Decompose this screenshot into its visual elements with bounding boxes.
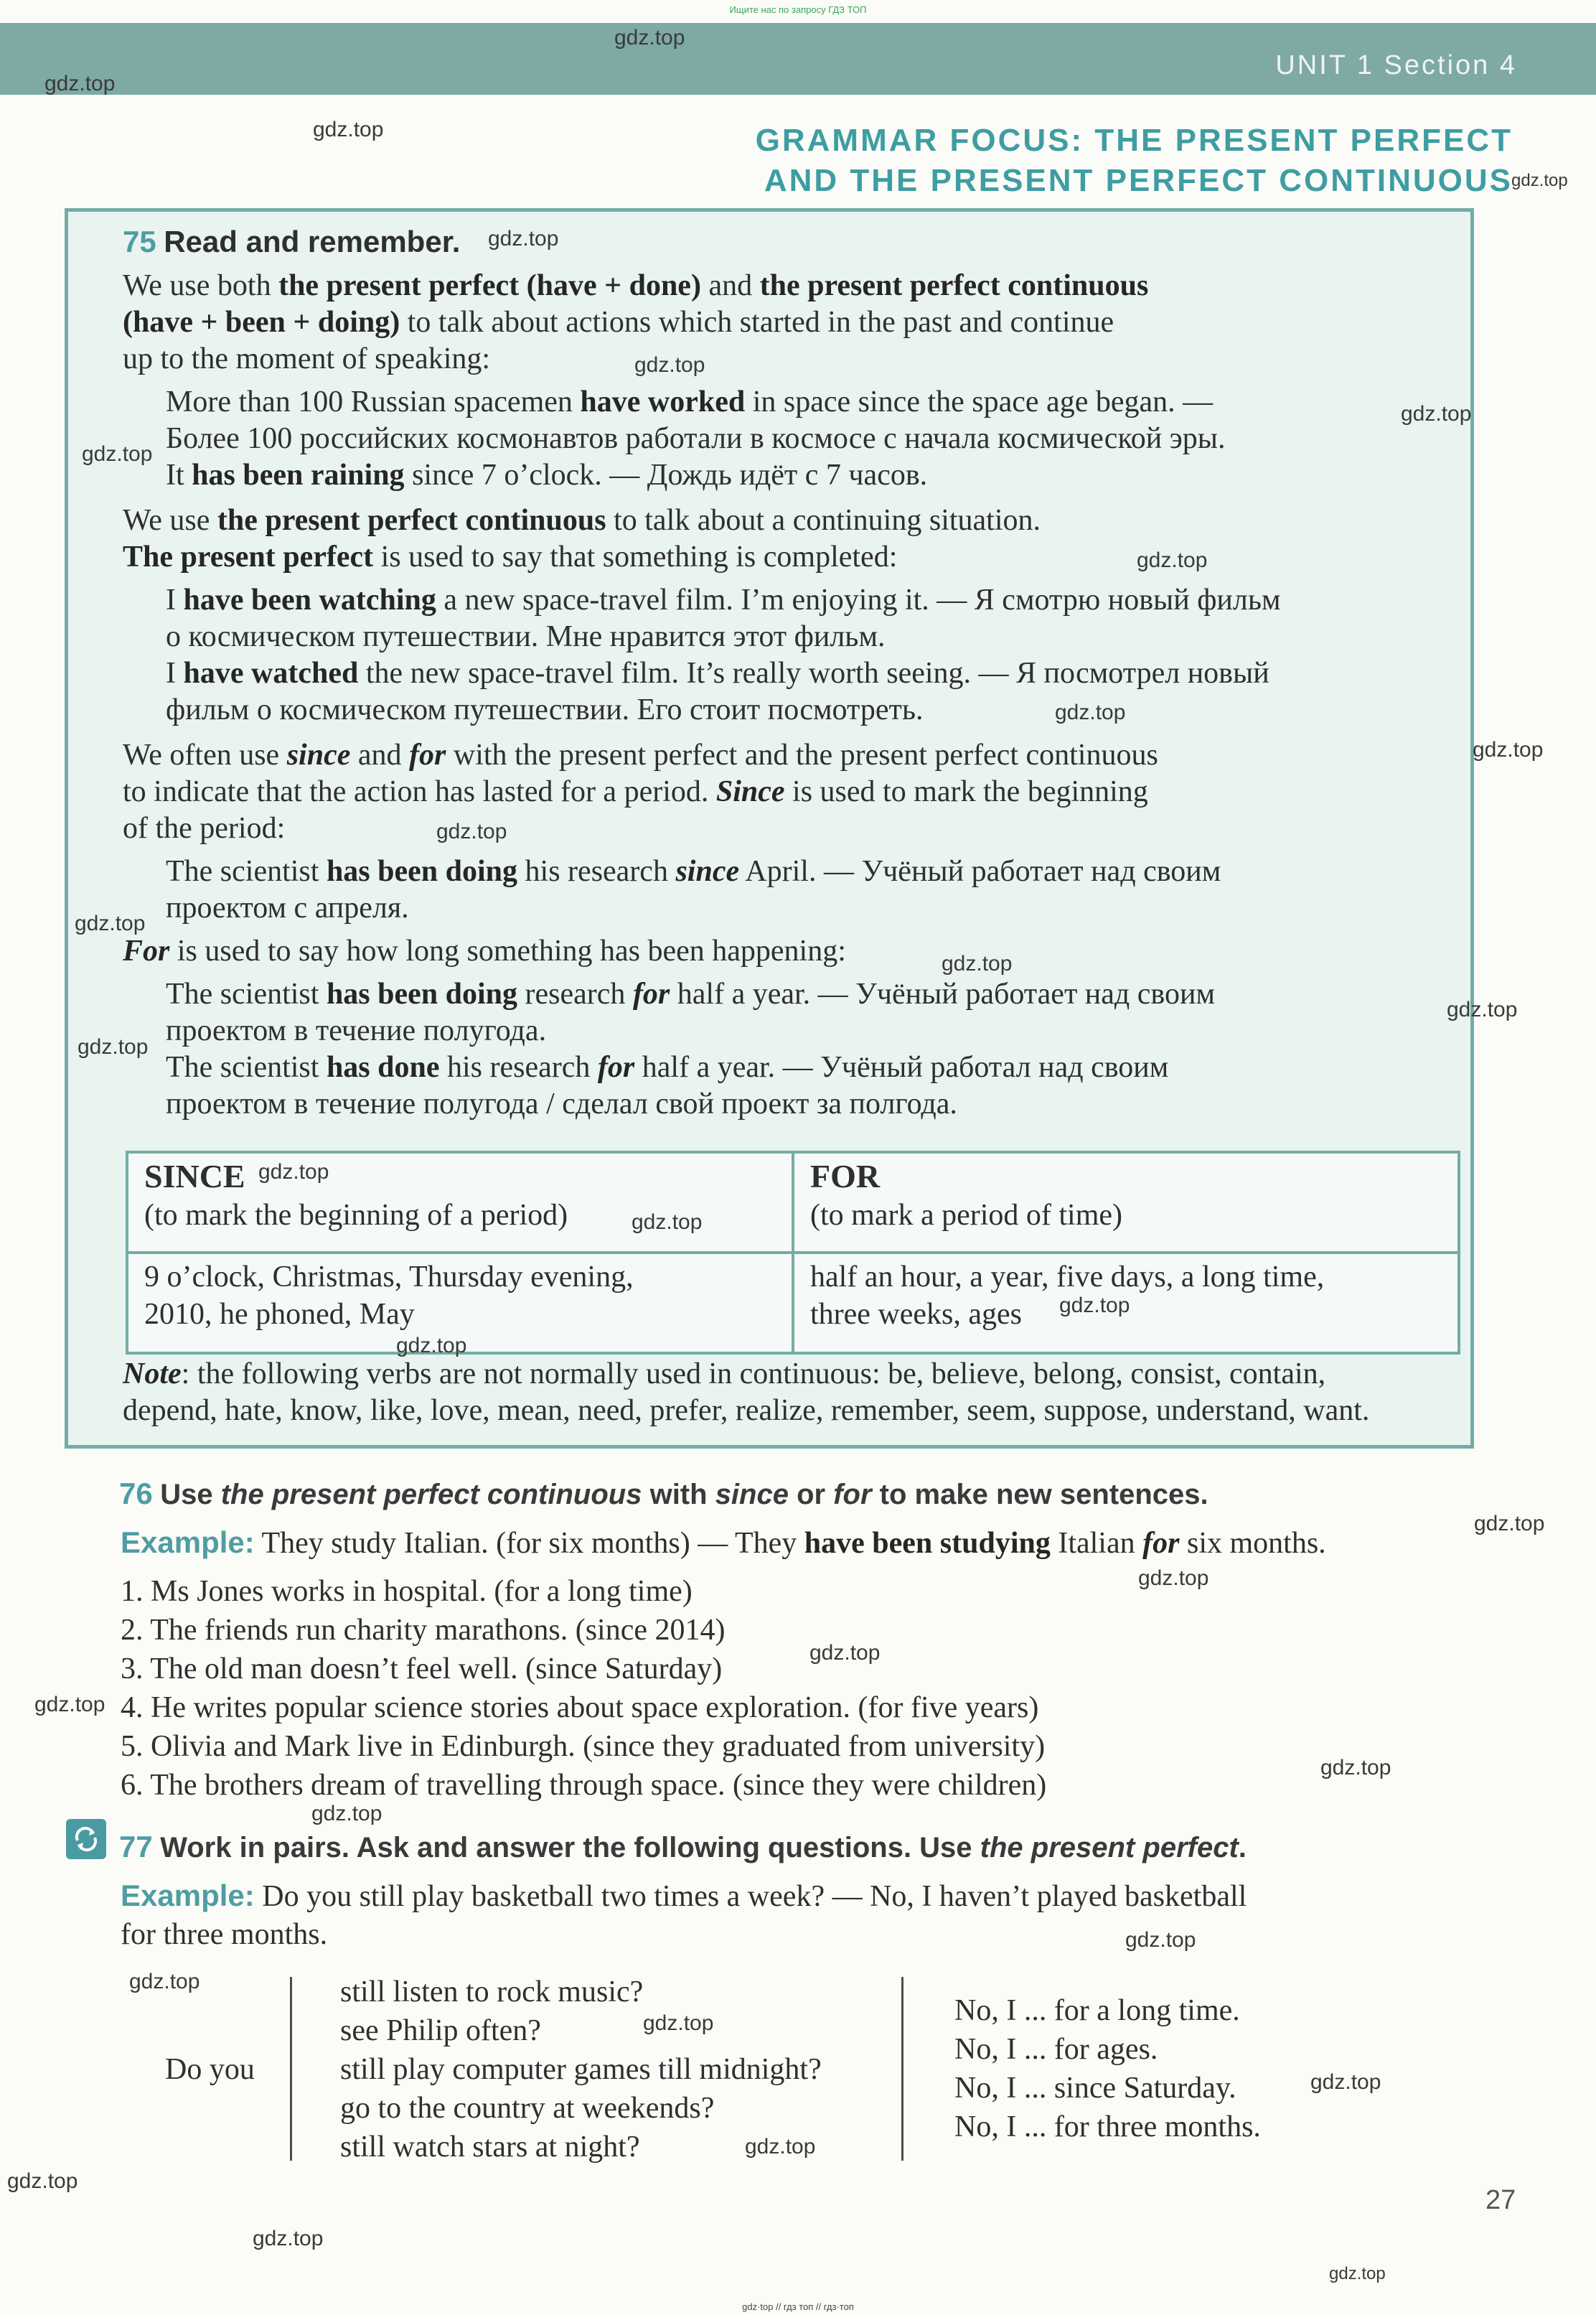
- watermark: gdz.top: [311, 1802, 382, 1825]
- ex75-note-line2: depend, hate, know, like, love, mean, need, prefer, realize, remember, seem, suppose, understand, want.: [123, 1394, 1370, 1427]
- ex76-item: 3. The old man doesn’t feel well. (since Saturday): [121, 1652, 723, 1685]
- since-subheading: (to mark the beginning of a period): [144, 1199, 568, 1232]
- ex75-p2: We use the present perfect continuous to talk about a continuing situation.: [123, 504, 1041, 537]
- ex76-item: 2. The friends run charity marathons. (since 2014): [121, 1614, 726, 1647]
- watermark: gdz.top: [396, 1334, 467, 1357]
- watermark: gdz.top: [313, 118, 384, 141]
- watermark: gdz.top: [75, 912, 146, 935]
- answer-item: No, I ... for three months.: [954, 2110, 1261, 2143]
- ex76-number: 76: [119, 1477, 153, 1510]
- ex75-example4: I have watched the new space-travel film. It’s really worth seeing. — Я посмотрел новый: [166, 657, 1269, 690]
- ex75-p4-line3: of the period:: [123, 812, 286, 845]
- ex76-example: Example: They study Italian. (for six months) — They have been studying Italian for six months.: [121, 1525, 1326, 1560]
- for-subheading: (to mark a period of time): [810, 1199, 1123, 1232]
- ex75-example2: It has been raining since 7 o’clock. — Дождь идёт с 7 часов.: [166, 459, 928, 492]
- ex75-example7-ru: проектом в течение полугода / сделал свой проект за полгода.: [166, 1088, 957, 1121]
- watermark: gdz.top: [1138, 1566, 1209, 1590]
- ex76-item: 5. Olivia and Mark live in Edinburgh. (since they graduated from university): [121, 1730, 1046, 1763]
- question-item: still listen to rock music?: [340, 1975, 644, 2008]
- watermark: gdz.top: [634, 353, 705, 377]
- ex75-example1-ru: Более 100 российских космонавтов работали в космосе с начала космической эры.: [166, 422, 1226, 455]
- ex75-example7: The scientist has done his research for half a year. — Учёный работал над своим: [166, 1051, 1169, 1084]
- ex77-example-line2: for three months.: [121, 1918, 328, 1951]
- page-number: 27: [1485, 2185, 1516, 2215]
- ex75-title: Read and remember.: [164, 225, 461, 258]
- ex76-item: 1. Ms Jones works in hospital. (for a long time): [121, 1575, 693, 1608]
- for-header-cell: [793, 1152, 1459, 1253]
- watermark: gdz.top: [942, 952, 1013, 976]
- ex75-p3: The present perfect is used to say that something is completed:: [123, 541, 898, 574]
- for-examples-cell: half an hour, a year, five days, a long time, three weeks, ages: [793, 1253, 1459, 1353]
- watermark: gdz.top: [78, 1035, 149, 1059]
- watermark: gdz.top: [745, 2135, 816, 2159]
- ex75-example1: More than 100 Russian spacemen have worked in space since the space age began. —: [166, 385, 1214, 418]
- ex75-p1-line1: We use both the present perfect (have + done) and the present perfect continuous: [123, 269, 1149, 302]
- ex77-title: Work in pairs. Ask and answer the following questions. Use the present perfect.: [160, 1832, 1247, 1863]
- ex76-heading: [119, 1474, 1208, 1514]
- ex76-item: 6. The brothers dream of travelling through space. (since they were children): [121, 1769, 1047, 1802]
- ex75-p5: For is used to say how long something has been happening:: [123, 935, 846, 968]
- ex75-p4-line2: to indicate that the action has lasted for a period. Since is used to mark the beginning: [123, 775, 1148, 808]
- ex75-p4-line1: We often use since and for with the present perfect and the present perfect continuous: [123, 739, 1158, 772]
- watermark: gdz.top: [632, 1210, 703, 1234]
- answer-item: No, I ... for a long time.: [954, 1994, 1240, 2027]
- do-you-label: Do you: [165, 2053, 255, 2086]
- ex75-example5: The scientist has been doing his research since April. — Учёный работает над своим: [166, 855, 1221, 888]
- ex77-example-line1: Example: Do you still play basketball two times a week? — No, I haven’t played basketball: [121, 1879, 1247, 1913]
- ex75-p1-line2: (have + been + doing) to talk about actions which started in the past and continue: [123, 306, 1114, 339]
- pair-work-icon: [66, 1819, 106, 1859]
- ex75-example3-ru: о космическом путешествии. Мне нравится этот фильм.: [166, 620, 886, 653]
- watermark: gdz.top: [1320, 1756, 1391, 1779]
- grammar-focus-line2: AND THE PRESENT PERFECT CONTINUOUS: [764, 163, 1513, 198]
- watermark: gdz.top: [1329, 2264, 1386, 2283]
- top-note: Ищите нас по запросу ГДЗ ТОП: [729, 4, 867, 15]
- ex77-heading: [119, 1828, 1247, 1867]
- ex75-example3: I have been watching a new space-travel film. I’m enjoying it. — Я смотрю новый фильм: [166, 584, 1281, 617]
- ex75-example6: The scientist has been doing research for half a year. — Учёный работает над своим: [166, 978, 1216, 1011]
- ex77-number: 77: [119, 1830, 153, 1863]
- watermark: gdz.top: [1511, 171, 1568, 190]
- rule-box-75: [65, 208, 1474, 1449]
- since-header-cell: [127, 1152, 793, 1253]
- ex75-p1-line3: up to the moment of speaking:: [123, 342, 491, 375]
- watermark: gdz.top: [614, 26, 685, 50]
- watermark: gdz.top: [1401, 402, 1472, 426]
- for-heading: FOR: [810, 1158, 881, 1194]
- unit-label: UNIT 1 Section 4: [1275, 50, 1517, 80]
- ex75-note-line1: Note: the following verbs are not normally used in continuous: be, believe, belong, consist, contain,: [123, 1357, 1326, 1390]
- watermark: gdz.top: [44, 72, 116, 95]
- watermark: gdz.top: [34, 1693, 105, 1716]
- watermark: gdz.top: [258, 1160, 329, 1184]
- grammar-focus-line1: GRAMMAR FOCUS: THE PRESENT PERFECT: [755, 123, 1513, 158]
- watermark: gdz.top: [1473, 738, 1544, 762]
- ex75-heading: [123, 223, 460, 261]
- since-examples-cell: 9 o’clock, Christmas, Thursday evening, 2010, he phoned, May: [127, 1253, 793, 1353]
- watermark: gdz.top: [1137, 548, 1208, 572]
- watermark: gdz.top: [1447, 998, 1518, 1021]
- watermark: gdz.top: [253, 2227, 324, 2250]
- bottom-note: gdz·top // гдз топ // гдз·топ: [742, 2301, 854, 2312]
- watermark: gdz.top: [1059, 1294, 1130, 1317]
- watermark: gdz.top: [82, 442, 153, 466]
- question-item: still play computer games till midnight?: [340, 2053, 822, 2086]
- watermark: gdz.top: [1125, 1928, 1196, 1952]
- answer-item: No, I ... since Saturday.: [954, 2072, 1236, 2105]
- ex75-example5-ru: проектом с апреля.: [166, 892, 409, 925]
- watermark: gdz.top: [643, 2011, 714, 2035]
- watermark: gdz.top: [809, 1641, 881, 1665]
- ex75-example6-ru: проектом в течение полугода.: [166, 1014, 547, 1047]
- ex76-item: 4. He writes popular science stories about space exploration. (for five years): [121, 1691, 1039, 1724]
- watermark: gdz.top: [436, 820, 507, 843]
- ex75-example4-ru: фильм о космическом путешествии. Его стоит посмотреть.: [166, 693, 924, 726]
- watermark: gdz.top: [7, 2169, 78, 2193]
- ex75-number: 75: [123, 225, 156, 258]
- since-heading: SINCE: [144, 1158, 245, 1194]
- watermark: gdz.top: [1474, 1512, 1545, 1535]
- answer-item: No, I ... for ages.: [954, 2033, 1158, 2066]
- watermark: gdz.top: [1055, 701, 1126, 724]
- answers-divider: [901, 1977, 903, 2161]
- watermark: gdz.top: [1310, 2070, 1381, 2094]
- watermark: gdz.top: [129, 1970, 200, 1993]
- question-item: go to the country at weekends?: [340, 2092, 715, 2125]
- question-item: see Philip often?: [340, 2014, 541, 2047]
- ex76-title: Use the present perfect continuous with since or for to make new sentences.: [160, 1479, 1208, 1510]
- questions-divider: [290, 1977, 292, 2161]
- watermark: gdz.top: [488, 227, 559, 251]
- grammar-focus-title: [756, 121, 1513, 201]
- question-item: still watch stars at night?: [340, 2131, 640, 2164]
